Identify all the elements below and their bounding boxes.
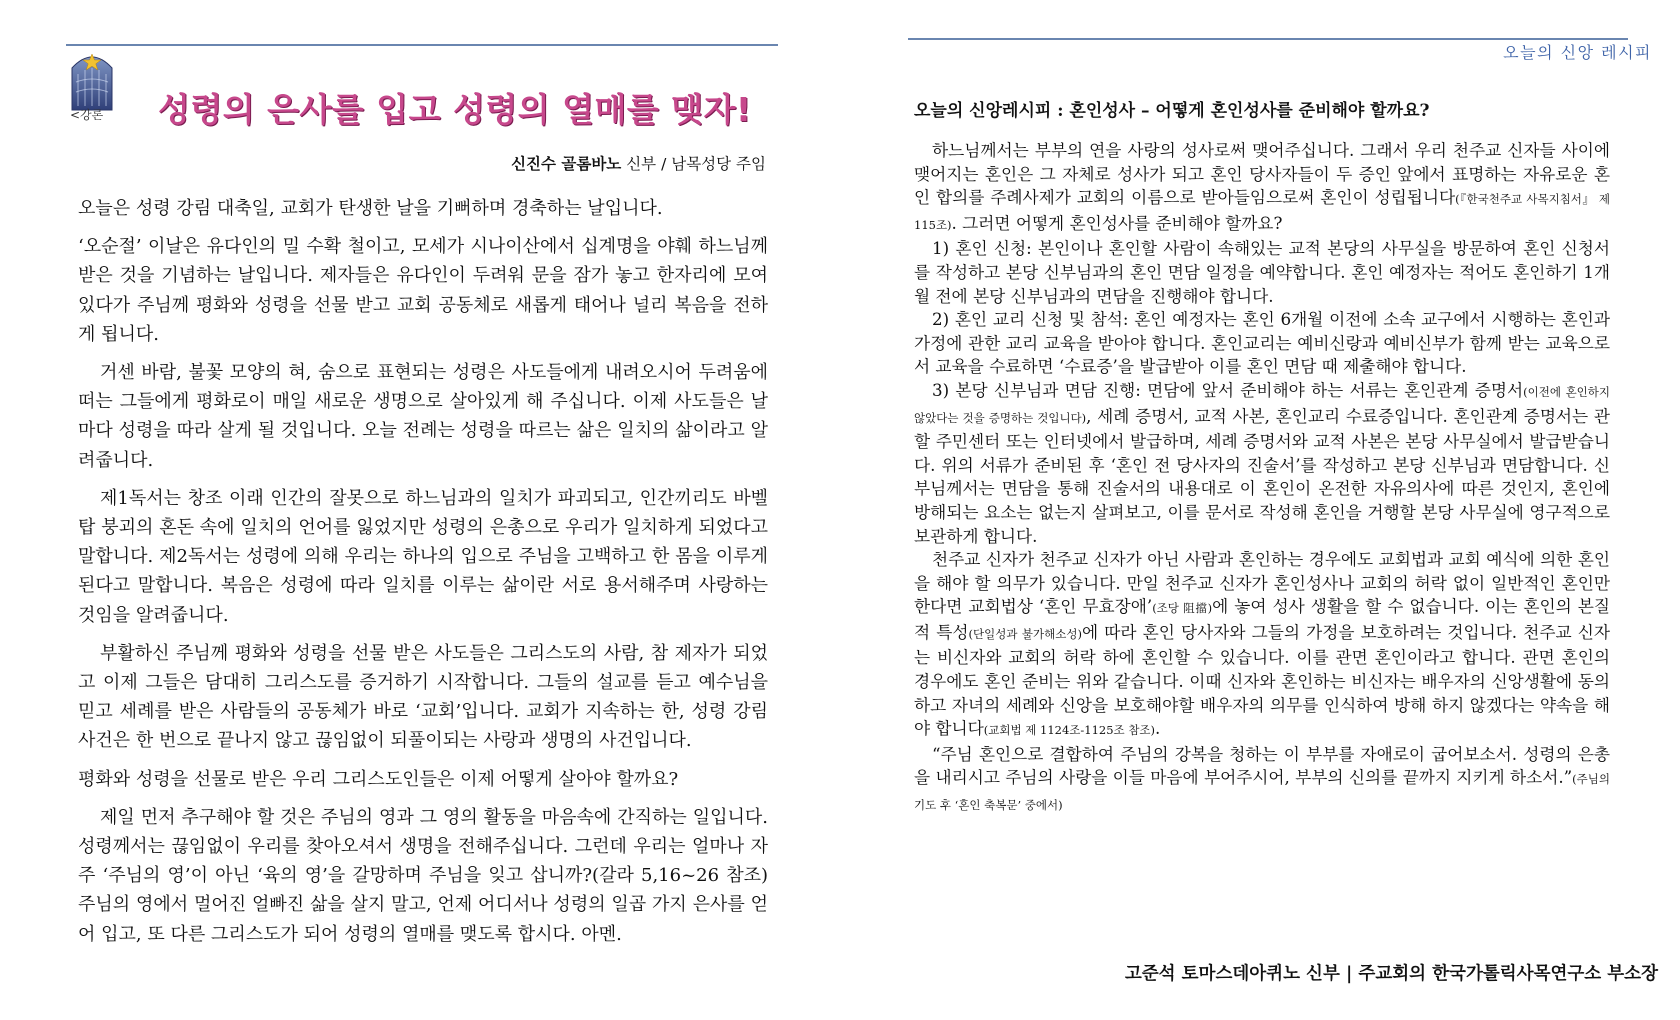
recipe-blessing-quote (914, 743, 1610, 818)
left-page (0, 0, 800, 1020)
intro-text-a: 하느님께서는 부부의 연을 사랑의 성사로써 맺어주십니다. 그래서 우리 천주교 신자들 사이에 맺어지는 혼인은 그 자체로 성사가 되고 혼인 당사자들이 두 증인 앞에서 표명하는 자유로운 혼인 합의를 주례사제가 교회의 이름으로 받아들임으로써 혼인이 성립됩니다 (914, 140, 1610, 208)
recipe-paragraph-intro (914, 139, 1610, 237)
mixed-text-c: 에 따라 혼인 당사자와 그들의 가정을 보호하려는 것입니다. 천주교 신자는 비신자와 교회의 허락 하에 혼인할 수 있습니다. 이를 관면 혼인이라고 합니다. 관면 혼인의 경우에도 혼인 준비는 위와 같습니다. 이때 신자와 혼인하는 비신자는 배우자의 신앙생활에 동의하고 자녀의 세례와 신앙을 보호해야할 배우자의 의무를 인식하여 방해 하지 않겠다는 약속을 해야 합니다 (914, 621, 1610, 739)
mixed-text-d: . (1155, 718, 1161, 739)
recipe-author: 고준석 토마스데아퀴노 신부 | 주교회의 한국가톨릭사목연구소 부소장 (1124, 964, 1658, 984)
mixed-ref-3: (교회법 제 1124조-1125조 참조) (983, 723, 1156, 738)
homily-label: <강론 (70, 108, 104, 122)
mixed-ref-2: (단일성과 불가해소성) (968, 626, 1082, 641)
recipe-title: 오늘의 신앙레시피 : 혼인성사 – 어떻게 혼인성사를 준비해야 할까요? (914, 101, 1430, 121)
series-label: 오늘의 신앙 레시피 (1503, 43, 1652, 62)
homily-byline (511, 152, 766, 174)
step3-text-b: , 세례 증명서, 교적 사본, 혼인교리 수료증입니다. 혼인관계 증명서는 관할 주민센터 또는 인터넷에서 발급하며, 세례 증명서와 교적 사본은 본당 사무실에서 발급받습니다. 위의 서류가 준비된 후 ‘혼인 전 당사자의 진술서’를 작성하고 본당 신부님과 면담합니다. 신부님께서는 면담을 통해 진술서의 내용대로 이 혼인이 온전한 자유의사에 따른 것인지, 혼인에 방해되는 요소는 없는지 살펴보고, 이를 문서로 작성해 혼인을 거행할 본당 사무실에 영구적으로 보관하게 합니다. (914, 405, 1610, 546)
dove-emblem-icon (68, 48, 116, 114)
mixed-text-a: 천주교 신자가 천주교 신자가 아닌 사람과 혼인하는 경우에도 교회법과 교회 예식에 의한 혼인을 해야 할 의무가 있습니다. 만일 천주교 신자가 혼인성사나 교회의 허락 없이 일반적인 혼인만 한다면 교회법상 ‘혼인 무효장애’ (914, 549, 1610, 617)
homily-paragraph-5: 부활하신 주님께 평화와 성령을 선물 받은 사도들은 그리스도의 사람, 참 제자가 되었고 이제 그들은 담대히 그리스도를 증거하기 시작합니다. 그들의 설교를 듣고 예수님을 믿고 세례를 받은 사람들의 공동체가 바로 ‘교회’입니다. 교회가 지속하는 한, 성령 강림 사건은 한 번으로 끝나지 않고 끊임없이 되풀이되는 사랑과 생명의 사건입니다. (78, 642, 768, 752)
recipe-body (914, 139, 1610, 818)
homily-body (78, 194, 768, 958)
step3-ref: (이전에 혼인하지 않았다는 것을 증명하는 것입니다) (914, 384, 1610, 425)
recipe-paragraph-mixed-marriage (914, 548, 1610, 743)
homily-paragraph-6: 평화와 성령을 선물로 받은 우리 그리스도인들은 이제 어떻게 살아야 할까요? (78, 768, 679, 790)
intro-ref: (『한국천주교 사목지침서』 제115조) (914, 192, 1610, 232)
byline-name: 신진수 골롬바노 (511, 155, 622, 173)
blessing-text: “주님 혼인으로 결합하여 주님의 강복을 청하는 이 부부를 자애로이 굽어보소서. 성령의 은총을 내리시고 주님의 사랑을 이들 마음에 부어주시어, 부부의 신의를 끝까지 지키게 하소서.” (914, 743, 1610, 788)
byline-role: 신부 / 남목성당 주임 (621, 155, 766, 173)
homily-title: 성령의 은사를 입고 성령의 열매를 맺자! (158, 90, 752, 129)
homily-paragraph-3: 거센 바람, 불꽃 모양의 혀, 숨으로 표현되는 성령은 사도들에게 내려오시어 두려움에 떠는 그들에게 평화로이 매일 새로운 생명으로 살아있게 해 주십니다. 이제 사도들은 날마다 성령을 따라 살게 될 것입니다. 오늘 전례는 성령을 따르는 삶은 일치의 삶이라고 알려줍니다. (78, 362, 768, 471)
homily-paragraph-4: 제1독서는 창조 이래 인간의 잘못으로 하느님과의 일치가 파괴되고, 인간끼리도 바벨탑 붕괴의 혼돈 속에 일치의 언어를 잃었지만 성령의 은총으로 우리가 일치하게 되었다고 말합니다. 제2독서는 성령에 의해 우리는 하나의 입으로 주님을 고백하고 한 몸을 이루게 된다고 말합니다. 복음은 성령에 따라 일치를 이루는 삶이란 서로 용서해주며 사랑하는 것임을 알려줍니다. (78, 487, 768, 626)
right-page (880, 0, 1680, 1020)
homily-paragraph-7: 제일 먼저 추구해야 할 것은 주님의 영과 그 영의 활동을 마음속에 간직하는 일입니다. 성령께서는 끊임없이 우리를 찾아오셔서 생명을 전해주십니다. 그런데 우리는 얼마나 자주 ‘주님의 영’이 아닌 ‘육의 영’을 갈망하며 주님을 잊고 삽니까?(갈라 5,16~26 참조) 주님의 영에서 멀어진 얼빠진 삶을 살지 말고, 언제 어디서나 성령의 일곱 가지 은사를 얻어 입고, 또 다른 그리스도가 되어 성령의 열매를 맺도록 합시다. 아멘. (78, 806, 768, 945)
mixed-text-b: 에 놓여 성사 생활을 할 수 없습니다. 이는 혼인의 본질적 특성 (914, 596, 1610, 642)
blessing-ref: (주님의 기도 후 ‘혼인 축복문’ 중에서) (914, 772, 1610, 813)
homily-paragraph-2: ‘오순절’ 이날은 유다인의 밀 수확 철이고, 모세가 시나이산에서 십계명을 야훼 하느님께 받은 것을 기념하는 날입니다. 제자들은 유다인이 두려워 문을 잠가 놓고 한자리에 모여 있다가 주님께 평화와 성령을 선물 받고 교회 공동체로 새롭게 태어나 널리 복음을 전하게 됩니다. (78, 236, 768, 345)
intro-text-b: . 그러면 어떻게 혼인성사를 준비해야 할까요? (951, 212, 1283, 233)
step3-text-a: 3) 본당 신부님과 면담 진행: 면담에 앞서 준비해야 하는 서류는 혼인관계 증명서 (932, 379, 1524, 400)
recipe-step-1: 1) 혼인 신청: 본인이나 혼인할 사람이 속해있는 교적 본당의 사무실을 방문하여 혼인 신청서를 작성하고 본당 신부님과의 혼인 면담 일정을 예약합니다. 혼인 예정자는 적어도 혼인하기 1개월 전에 본당 신부님과의 면담을 진행해야 합니다. (914, 238, 1610, 306)
homily-paragraph-1: 오늘은 성령 강림 대축일, 교회가 탄생한 날을 기뻐하며 경축하는 날입니다. (78, 198, 663, 219)
top-rule (66, 44, 778, 46)
recipe-step-2: 2) 혼인 교리 신청 및 참석: 혼인 예정자는 혼인 6개월 이전에 소속 교구에서 시행하는 혼인과 가정에 관한 교리 교육을 받아야 합니다. 혼인교리는 예비신랑과 예비신부가 함께 받는 교육으로서 교육을 수료하면 ‘수료증’을 발급받아 이를 혼인 면담 때 제출해야 합니다. (914, 309, 1610, 377)
recipe-step-3 (914, 379, 1610, 548)
mixed-ref-1: (조당 阻擋) (1152, 601, 1213, 616)
